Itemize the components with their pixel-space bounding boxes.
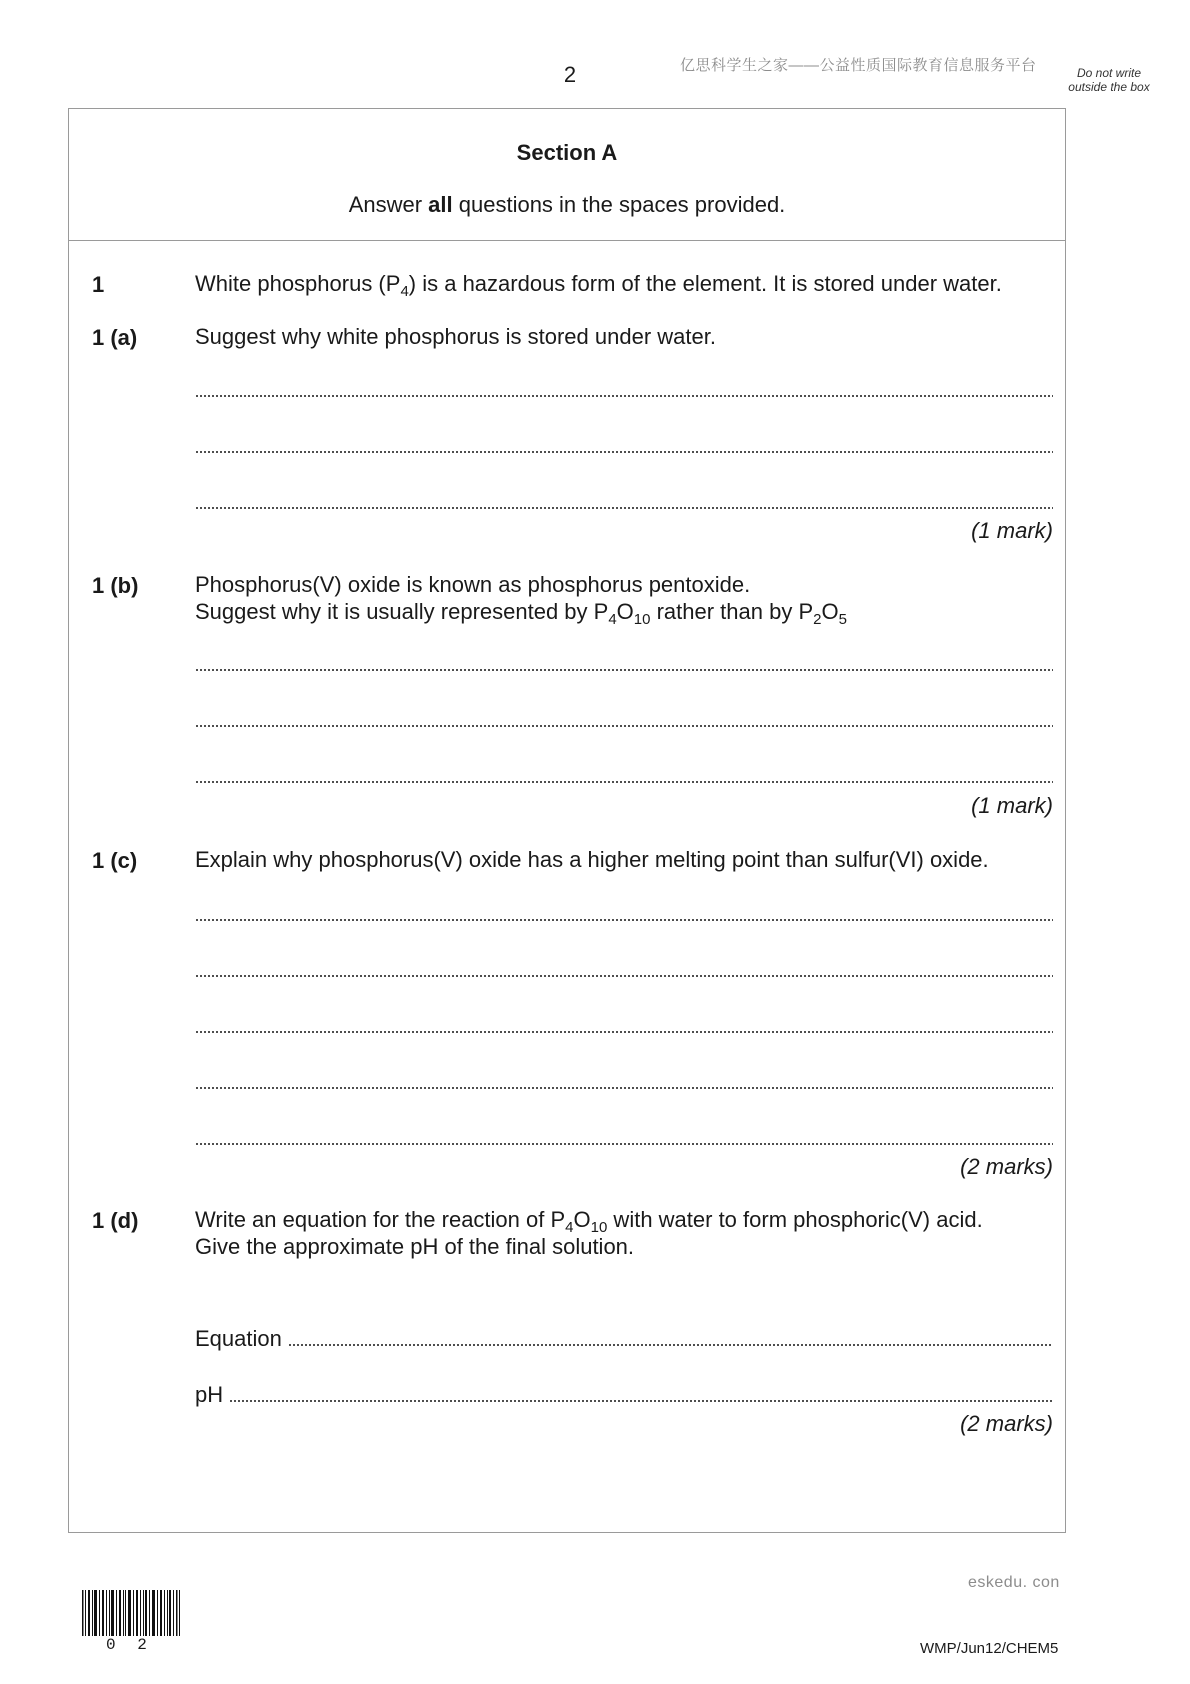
marks-label-1b: (1 mark) xyxy=(971,793,1053,818)
formula-sub: 2 xyxy=(813,611,822,628)
question-1a-text: Suggest why white phosphorus is stored under water. xyxy=(195,324,716,349)
answer-line[interactable] xyxy=(229,1399,1053,1403)
answer-line[interactable] xyxy=(195,394,1053,398)
question-1d-line2: Give the approximate pH of the final solution. xyxy=(195,1234,635,1259)
question-1b-line1: Phosphorus(V) oxide is known as phosphorus pentoxide. xyxy=(195,572,751,597)
question-number-1d: 1 (d) xyxy=(92,1208,139,1233)
margin-note: Do not write outside the box xyxy=(1068,66,1150,94)
question-number-1b: 1 (b) xyxy=(92,573,139,598)
formula-element: O xyxy=(616,599,634,624)
instruction-bold: all xyxy=(428,192,453,217)
instruction-pre: Answer xyxy=(348,192,429,217)
section-title: Section A xyxy=(516,140,618,165)
instruction-post: questions in the spaces provided. xyxy=(452,192,786,217)
answer-line[interactable] xyxy=(195,506,1053,510)
barcode-icon xyxy=(82,1590,182,1641)
page-number: 2 xyxy=(563,62,577,87)
formula-sub: 4 xyxy=(608,611,617,628)
question-1c-text: Explain why phosphorus(V) oxide has a higher melting point than sulfur(VI) oxide. xyxy=(195,847,989,872)
question-number-1: 1 xyxy=(92,272,105,297)
question-1d-line1 xyxy=(195,1206,983,1236)
formula-sub: 5 xyxy=(838,611,847,628)
answer-line[interactable] xyxy=(195,1086,1053,1090)
answer-line[interactable] xyxy=(195,974,1053,978)
stem-pre: White phosphorus (P xyxy=(195,271,401,296)
answer-line[interactable] xyxy=(195,1030,1053,1034)
question-1-stem xyxy=(195,270,1002,300)
equation-answer-row[interactable] xyxy=(195,1326,1053,1352)
answer-line[interactable] xyxy=(288,1343,1053,1347)
line2-mid: rather than by P xyxy=(650,599,814,624)
question-number-1a: 1 (a) xyxy=(92,325,138,350)
formula-element: O xyxy=(821,599,839,624)
formula-sub: 4 xyxy=(565,1219,574,1236)
watermark-text: 亿思科学生之家——公益性质国际教育信息服务平台 xyxy=(680,57,1037,74)
question-number-1c: 1 (c) xyxy=(92,848,138,873)
ph-label: pH xyxy=(195,1382,224,1407)
answer-line[interactable] xyxy=(195,668,1053,672)
answer-line[interactable] xyxy=(195,1142,1053,1146)
line1-post: with water to form phosphoric(V) acid. xyxy=(607,1207,983,1232)
ph-answer-row[interactable] xyxy=(195,1382,1053,1408)
section-instruction xyxy=(68,192,1066,218)
stem-post: ) is a hazardous form of the element. It is stored under water. xyxy=(408,271,1002,296)
line2-pre: Suggest why it is usually represented by P xyxy=(195,599,609,624)
paper-reference-code: WMP/Jun12/CHEM5 xyxy=(920,1640,1059,1657)
section-divider xyxy=(68,240,1066,241)
formula-element: O xyxy=(573,1207,591,1232)
marks-label-1c: (2 marks) xyxy=(960,1154,1053,1179)
answer-box-border xyxy=(68,108,1066,1533)
answer-line[interactable] xyxy=(195,918,1053,922)
formula-sub: 10 xyxy=(590,1219,608,1236)
stem-sub: 4 xyxy=(400,283,409,300)
answer-line[interactable] xyxy=(195,780,1053,784)
barcode-digits: 0 2 xyxy=(106,1636,153,1654)
site-footer-text: eskedu. con xyxy=(968,1574,1060,1591)
answer-line[interactable] xyxy=(195,450,1053,454)
equation-label: Equation xyxy=(195,1326,282,1351)
question-1b-line2 xyxy=(195,598,847,628)
line1-pre: Write an equation for the reaction of P xyxy=(195,1207,566,1232)
formula-sub: 10 xyxy=(633,611,651,628)
marks-label-1a: (1 mark) xyxy=(971,518,1053,543)
answer-line[interactable] xyxy=(195,724,1053,728)
marks-label-1d: (2 marks) xyxy=(960,1411,1053,1436)
